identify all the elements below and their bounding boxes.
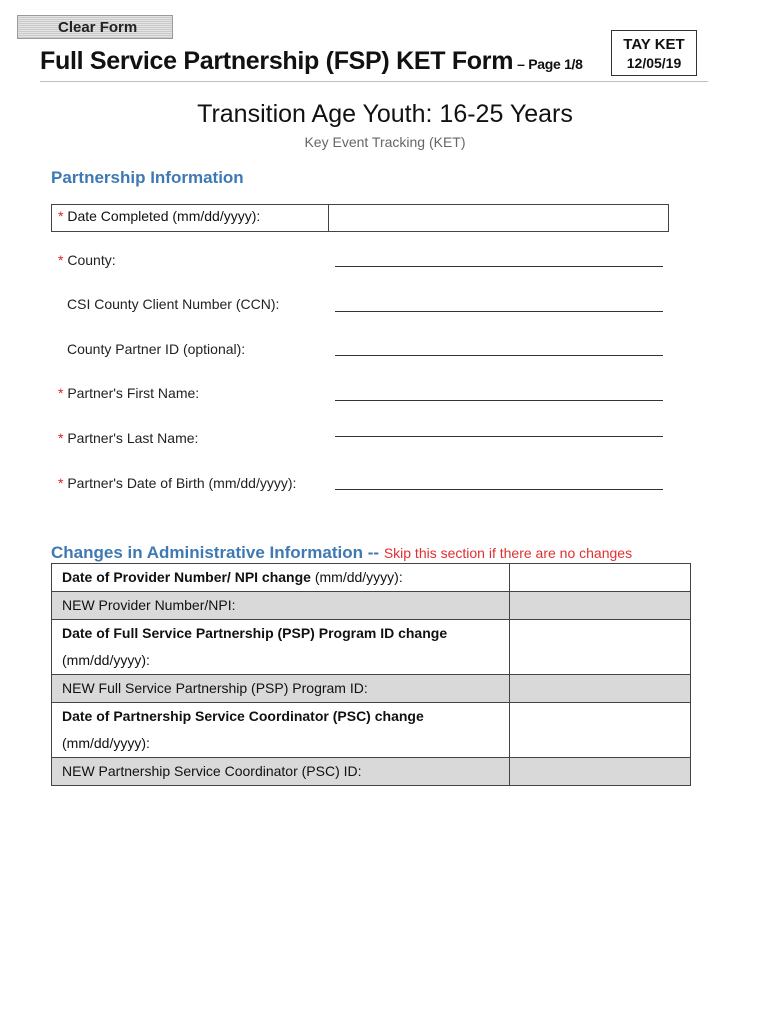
ccn-field[interactable]	[335, 311, 663, 312]
form-title-text: Full Service Partnership (FSP) KET Form	[40, 47, 514, 75]
new-fsp-program-id-label	[52, 675, 510, 703]
label-line2: (mm/dd/yyyy):	[62, 652, 150, 668]
date-completed-label	[52, 205, 329, 231]
table-row	[52, 592, 691, 620]
label-text: NEW Partnership Service Coordinator (PSC) ID:	[62, 763, 362, 779]
page-title: Transition Age Youth: 16-25 Years	[197, 100, 573, 128]
psc-date-label	[52, 703, 510, 758]
last-name-label	[58, 430, 198, 446]
label-line2: (mm/dd/yyyy):	[62, 735, 150, 751]
label-text: NEW Provider Number/NPI:	[62, 597, 236, 613]
page-indicator: – Page 1/8	[517, 56, 583, 72]
first-name-label	[58, 385, 199, 401]
new-provider-number-label	[52, 592, 510, 620]
required-marker: *	[58, 385, 64, 401]
last-name-field[interactable]	[335, 436, 663, 437]
label-normal-part: (mm/dd/yyyy):	[310, 569, 403, 585]
new-psc-id-field[interactable]	[510, 758, 691, 786]
required-marker: *	[58, 252, 64, 268]
new-psc-id-label	[52, 758, 510, 786]
page-subtitle: Key Event Tracking (KET)	[304, 134, 466, 150]
dob-label-text: Partner's Date of Birth (mm/dd/yyyy):	[67, 475, 297, 491]
provider-number-date-field[interactable]	[510, 564, 691, 592]
label-text: NEW Full Service Partnership (PSP) Program ID:	[62, 680, 368, 696]
table-row	[52, 564, 691, 592]
psc-date-field[interactable]	[510, 703, 691, 758]
county-partner-id-label: County Partner ID (optional):	[67, 341, 246, 357]
fsp-program-id-date-label	[52, 620, 510, 675]
table-row	[52, 620, 691, 675]
new-fsp-program-id-field[interactable]	[510, 675, 691, 703]
county-partner-id-field[interactable]	[335, 355, 663, 356]
required-marker: *	[58, 475, 64, 491]
skip-note: Skip this section if there are no changes	[383, 545, 633, 561]
county-label-text: County:	[67, 252, 116, 268]
form-title	[40, 47, 583, 76]
label-bold-part: Date of Partnership Service Coordinator (PSC) change	[62, 708, 424, 724]
clear-form-button[interactable]: Clear Form	[17, 15, 173, 39]
provider-number-date-label	[52, 564, 510, 592]
form-version-badge	[611, 30, 697, 76]
county-label	[58, 252, 116, 268]
admin-changes-table	[51, 563, 691, 786]
table-row	[52, 703, 691, 758]
label-bold-part: Date of Full Service Partnership (PSP) Program ID change	[62, 625, 448, 641]
dob-field[interactable]	[335, 489, 663, 490]
table-row	[52, 758, 691, 786]
admin-heading-text: Changes in Administrative Information --	[51, 543, 380, 562]
county-field[interactable]	[335, 266, 663, 267]
new-provider-number-field[interactable]	[510, 592, 691, 620]
partnership-section-heading: Partnership Information	[51, 168, 244, 187]
date-completed-field[interactable]	[329, 205, 668, 231]
first-name-field[interactable]	[335, 400, 663, 401]
dob-label	[58, 475, 296, 491]
label-bold-part: Date of Provider Number/ NPI change	[62, 569, 311, 585]
admin-section-heading	[51, 543, 632, 563]
required-marker: *	[58, 208, 64, 224]
badge-form-code: TAY KET	[623, 36, 685, 53]
date-completed-label-text: Date Completed (mm/dd/yyyy):	[67, 208, 261, 224]
badge-date: 12/05/19	[626, 55, 682, 71]
required-marker: *	[58, 430, 64, 446]
last-name-label-text: Partner's Last Name:	[67, 430, 199, 446]
first-name-label-text: Partner's First Name:	[67, 385, 200, 401]
table-row	[52, 675, 691, 703]
ccn-label: CSI County Client Number (CCN):	[67, 296, 280, 312]
header-divider	[40, 81, 708, 82]
fsp-program-id-date-field[interactable]	[510, 620, 691, 675]
date-completed-row	[51, 204, 669, 232]
